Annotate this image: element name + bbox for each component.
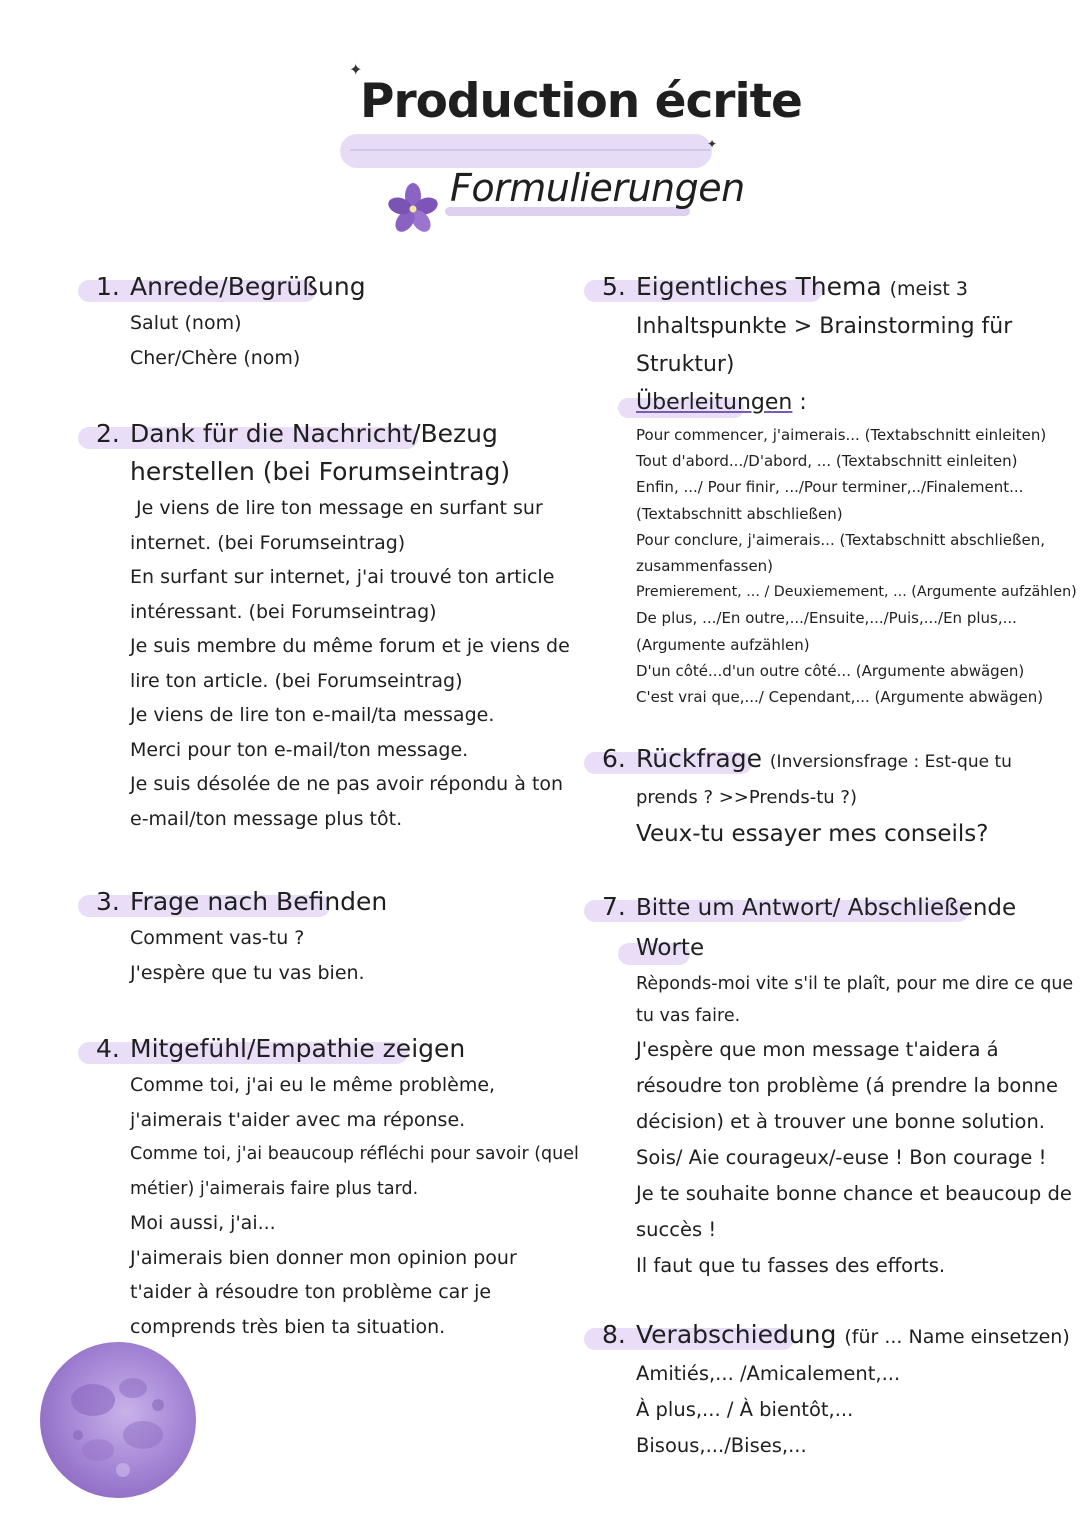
phrase: Amitiés,... /Amicalement,... (636, 1362, 901, 1385)
section-heading (96, 1030, 579, 1068)
section-anrede (96, 268, 366, 375)
phrase: Sois/ Aie courageux/-euse ! Bon courage ! (636, 1146, 1047, 1169)
phrase: Premierement, ... / Deuxiemement, ... (Argumente aufzählen) (636, 584, 1077, 601)
section-number: 4. (96, 1034, 120, 1063)
phrase: En surfant sur internet, j'ai trouvé ton article (130, 566, 555, 588)
phrase: Je te souhaite bonne chance et beaucoup de (636, 1182, 1072, 1205)
phrase: succès ! (636, 1218, 717, 1241)
phrase: résoudre ton problème (á prendre la bonne (636, 1074, 1059, 1097)
phrase: intéressant. (bei Forumseintrag) (130, 600, 437, 623)
phrase: lire ton article. (bei Forumseintrag) (130, 669, 463, 692)
section-title: Rückfrage (636, 744, 762, 773)
phrase: comprends très bien ta situation. (130, 1315, 446, 1338)
section-heading (96, 268, 366, 306)
section-number: 8. (602, 1320, 626, 1349)
phrase: Tout d'abord.../D'abord, ... (Textabschnitt einleiten) (636, 452, 1018, 471)
section-number: 5. (602, 272, 626, 301)
violet-flower-icon (383, 182, 443, 236)
section-thema (602, 268, 1077, 710)
phrase-highlighted: Veux-tu essayer mes conseils? (636, 820, 989, 847)
title-highlight (340, 134, 712, 168)
subsection-heading: Überleitungen : (602, 384, 1077, 422)
section-title: Bitte um Antwort/ Abschließende (636, 895, 1017, 921)
section-title-note: (Inversionsfrage : Est-que tu (769, 752, 1012, 772)
phrase: métier) j'aimerais faire plus tard. (130, 1178, 419, 1199)
section-number: 6. (602, 744, 626, 773)
sparkle-icon: ✦ (349, 60, 363, 79)
section-number: 2. (96, 419, 120, 448)
section-befinden (96, 883, 387, 990)
phrase: De plus, .../En outre,.../Ensuite,.../Puis,.../En plus,... (636, 609, 1017, 628)
phrase: Rèponds-moi vite s'il te plaît, pour me dire ce que (636, 974, 1074, 994)
section-heading (602, 1316, 1070, 1356)
phrase: prends ? >>Prends-tu ?) (636, 787, 857, 808)
phrase: Salut (nom) (130, 312, 242, 334)
section-rueckfrage (602, 740, 1012, 852)
section-title-note: (meist 3 (889, 278, 968, 300)
section-title: Eigentliches Thema (636, 272, 882, 301)
subsection-title: Überleitungen (636, 390, 793, 415)
section-title: Verabschiedung (636, 1320, 837, 1349)
section-antwort (602, 888, 1073, 1284)
section-title-continued: herstellen (bei Forumseintrag) (130, 457, 511, 486)
section-verabschiedung (602, 1316, 1070, 1464)
phrase: Enfin, .../ Pour finir, .../Pour terminer,../Finalement... (636, 478, 1024, 497)
phrase: C'est vrai que,.../ Cependant,... (Argumente abwägen) (636, 688, 1044, 707)
section-title-continued: Inhaltspunkte > Brainstorming für (636, 314, 1013, 339)
phrase: (Argumente aufzählen) (636, 635, 810, 654)
phrase: internet. (bei Forumseintrag) (130, 531, 406, 554)
phrase: J'aimerais bien donner mon opinion pour (130, 1246, 517, 1269)
phrase: Je viens de lire ton message en surfant sur (130, 497, 543, 519)
phrase: Cher/Chère (nom) (130, 346, 301, 369)
phrase: Je suis membre du même forum et je viens de (130, 635, 570, 657)
section-heading (602, 740, 1012, 781)
phrase: Je suis désolée de ne pas avoir répondu à ton (130, 773, 564, 795)
phrase: Pour commencer, j'aimerais... (Textabschnitt einleiten) (636, 426, 1047, 444)
section-heading (96, 883, 387, 921)
phrase: zusammenfassen) (636, 557, 774, 576)
page-subtitle: Formulierungen (450, 166, 745, 210)
section-number: 1. (96, 272, 120, 301)
section-title-note: (für ... Name einsetzen) (844, 1326, 1070, 1348)
section-empathie (96, 1030, 579, 1344)
phrase: j'aimerais t'aider avec ma réponse. (130, 1108, 466, 1131)
section-heading (96, 415, 570, 453)
phrase: D'un côté...d'un outre côté... (Argumente abwägen) (636, 661, 1025, 680)
phrase: Merci pour ton e-mail/ton message. (130, 738, 469, 761)
section-heading (602, 268, 1077, 308)
phrase: À plus,... / À bientôt,... (636, 1398, 854, 1421)
page-title: Production écrite (360, 74, 802, 129)
phrase: t'aider à résoudre ton problème car je (130, 1281, 492, 1303)
section-title: Anrede/Begrüßung (130, 272, 366, 301)
phrase: J'espère que tu vas bien. (130, 961, 365, 984)
moon-icon (38, 1340, 198, 1500)
phrase: Moi aussi, j'ai... (130, 1212, 276, 1234)
section-title-continued-text: Worte (636, 935, 705, 961)
section-title-continued (602, 927, 1073, 969)
sparkle-icon: ✦ (707, 137, 718, 151)
section-title-continued: Struktur) (636, 352, 735, 377)
phrase: Pour conclure, j'aimerais... (Textabschnitt abschließen, (636, 530, 1045, 549)
section-number: 3. (96, 887, 120, 916)
phrase: Comme toi, j'ai eu le même problème, (130, 1074, 496, 1096)
section-heading (602, 888, 1073, 927)
phrase: e-mail/ton message plus tôt. (130, 807, 403, 830)
phrase: Il faut que tu fasses des efforts. (636, 1254, 946, 1277)
phrase: tu vas faire. (636, 1006, 741, 1026)
title-rule (350, 149, 710, 151)
section-title: Dank für die Nachricht/Bezug (130, 419, 498, 448)
phrase: (Textabschnitt abschließen) (636, 504, 843, 523)
section-dank (96, 415, 570, 836)
phrase: Comment vas-tu ? (130, 927, 305, 949)
phrase: Je viens de lire ton e-mail/ta message. (130, 704, 495, 726)
section-number: 7. (602, 892, 626, 921)
section-title: Mitgefühl/Empathie zeigen (130, 1034, 466, 1063)
phrase: décision) et à trouver une bonne solution. (636, 1110, 1046, 1133)
phrase: Comme toi, j'ai beaucoup réfléchi pour savoir (quel (130, 1144, 579, 1164)
phrase: J'espère que mon message t'aidera á (636, 1038, 999, 1061)
phrase: Bisous,.../Bises,... (636, 1434, 807, 1457)
section-title: Frage nach Befinden (130, 887, 388, 916)
